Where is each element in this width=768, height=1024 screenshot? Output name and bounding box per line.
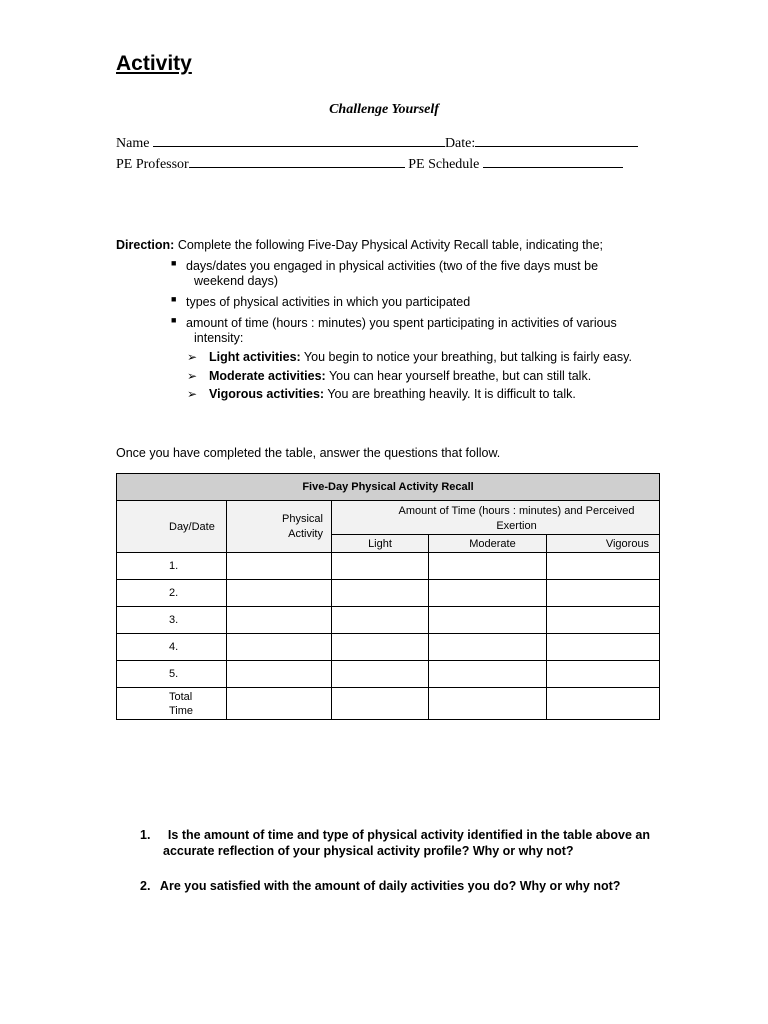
activity-cell[interactable] (227, 553, 332, 580)
square-bullet-icon: ■ (171, 294, 177, 304)
light-cell[interactable] (332, 661, 429, 688)
schedule-field[interactable] (483, 155, 623, 168)
question-1 (140, 828, 650, 858)
table-row (117, 580, 660, 607)
arrow-bullet-icon: ➢ (187, 369, 198, 383)
direction-label: Direction: (116, 238, 175, 252)
professor-schedule-line (116, 155, 623, 173)
question-text: accurate reflection of your physical activity profile? Why or why not? (163, 844, 574, 858)
question-number: 2. (140, 879, 151, 893)
direction-text (116, 238, 603, 252)
question-text: Is the amount of time and type of physical activity identified in the table above an (167, 828, 650, 842)
light-cell[interactable] (332, 553, 429, 580)
header-amount-of-time: Amount of Time (hours : minutes) and Perceived Exertion (332, 501, 660, 535)
vigorous-cell[interactable] (547, 580, 660, 607)
intensity-label: Moderate activities: (209, 369, 326, 383)
header-vigorous: Vigorous (547, 535, 660, 553)
table-row (117, 661, 660, 688)
moderate-cell[interactable] (429, 580, 547, 607)
instruction-text: Once you have completed the table, answer the questions that follow. (116, 446, 501, 460)
light-cell[interactable] (332, 688, 429, 720)
moderate-cell[interactable] (429, 553, 547, 580)
moderate-cell[interactable] (429, 688, 547, 720)
activity-cell[interactable] (227, 688, 332, 720)
name-date-line (116, 134, 638, 152)
header-light: Light (332, 535, 429, 553)
vigorous-cell[interactable] (547, 553, 660, 580)
bullet-item (171, 315, 617, 345)
table-row (117, 607, 660, 634)
header-physical-activity (227, 501, 332, 553)
page-subtitle: Challenge Yourself (329, 102, 439, 117)
name-label: Name (116, 136, 150, 151)
activity-cell[interactable] (227, 580, 332, 607)
total-row (117, 688, 660, 720)
intensity-label: Vigorous activities: (209, 387, 325, 401)
day-cell: 5. (117, 661, 227, 688)
header-day-date: Day/Date (117, 501, 227, 553)
intensity-vigorous (187, 387, 576, 401)
professor-field[interactable] (189, 155, 405, 168)
arrow-bullet-icon: ➢ (187, 350, 198, 364)
day-cell: 2. (117, 580, 227, 607)
page-title: Activity (116, 52, 192, 75)
total-time-cell (117, 688, 227, 720)
question-2 (140, 879, 620, 893)
activity-cell[interactable] (227, 607, 332, 634)
day-cell: 1. (117, 553, 227, 580)
name-field[interactable] (153, 134, 445, 147)
intensity-light (187, 350, 632, 364)
activity-cell[interactable] (227, 661, 332, 688)
bullet-line: amount of time (hours : minutes) you spent participating in activities of various (186, 316, 617, 330)
table-row (117, 553, 660, 580)
intensity-text: You begin to notice your breathing, but talking is fairly easy. (300, 350, 632, 364)
moderate-cell[interactable] (429, 607, 547, 634)
bullet-item (171, 258, 599, 288)
vigorous-cell[interactable] (547, 661, 660, 688)
activity-recall-table (116, 473, 660, 720)
intensity-moderate (187, 369, 592, 383)
vigorous-cell[interactable] (547, 688, 660, 720)
table-row (117, 634, 660, 661)
date-field[interactable] (475, 134, 638, 147)
header-moderate: Moderate (429, 535, 547, 553)
date-label: Date: (444, 136, 476, 151)
header-text: Activity (288, 527, 323, 540)
day-cell: 4. (117, 634, 227, 661)
vigorous-cell[interactable] (547, 634, 660, 661)
bullet-line: intensity: (194, 331, 244, 345)
vigorous-cell[interactable] (547, 607, 660, 634)
bullet-line: days/dates you engaged in physical activities (two of the five days must be (186, 259, 599, 273)
question-number: 1. (140, 828, 151, 842)
professor-label: PE Professor (116, 157, 189, 172)
total-label: Time (169, 704, 194, 717)
bullet-line: weekend days) (194, 274, 279, 288)
arrow-bullet-icon: ➢ (187, 387, 198, 401)
square-bullet-icon: ■ (171, 315, 177, 325)
table-title: Five-Day Physical Activity Recall (117, 474, 660, 501)
total-label: Total (169, 690, 193, 703)
bullet-item (171, 294, 471, 309)
intensity-text: You are breathing heavily. It is difficult to talk. (324, 387, 576, 401)
light-cell[interactable] (332, 580, 429, 607)
intensity-label: Light activities: (209, 350, 301, 364)
moderate-cell[interactable] (429, 634, 547, 661)
activity-cell[interactable] (227, 634, 332, 661)
square-bullet-icon: ■ (171, 258, 177, 268)
light-cell[interactable] (332, 607, 429, 634)
light-cell[interactable] (332, 634, 429, 661)
direction-body: Complete the following Five-Day Physical Activity Recall table, indicating the; (174, 238, 604, 252)
day-cell: 3. (117, 607, 227, 634)
question-text: Are you satisfied with the amount of daily activities you do? Why or why not? (159, 879, 621, 893)
schedule-label: PE Schedule (408, 157, 480, 172)
header-text: Physical (282, 512, 323, 525)
moderate-cell[interactable] (429, 661, 547, 688)
intensity-text: You can hear yourself breathe, but can still talk. (325, 369, 592, 383)
bullet-line: types of physical activities in which you participated (186, 295, 471, 309)
